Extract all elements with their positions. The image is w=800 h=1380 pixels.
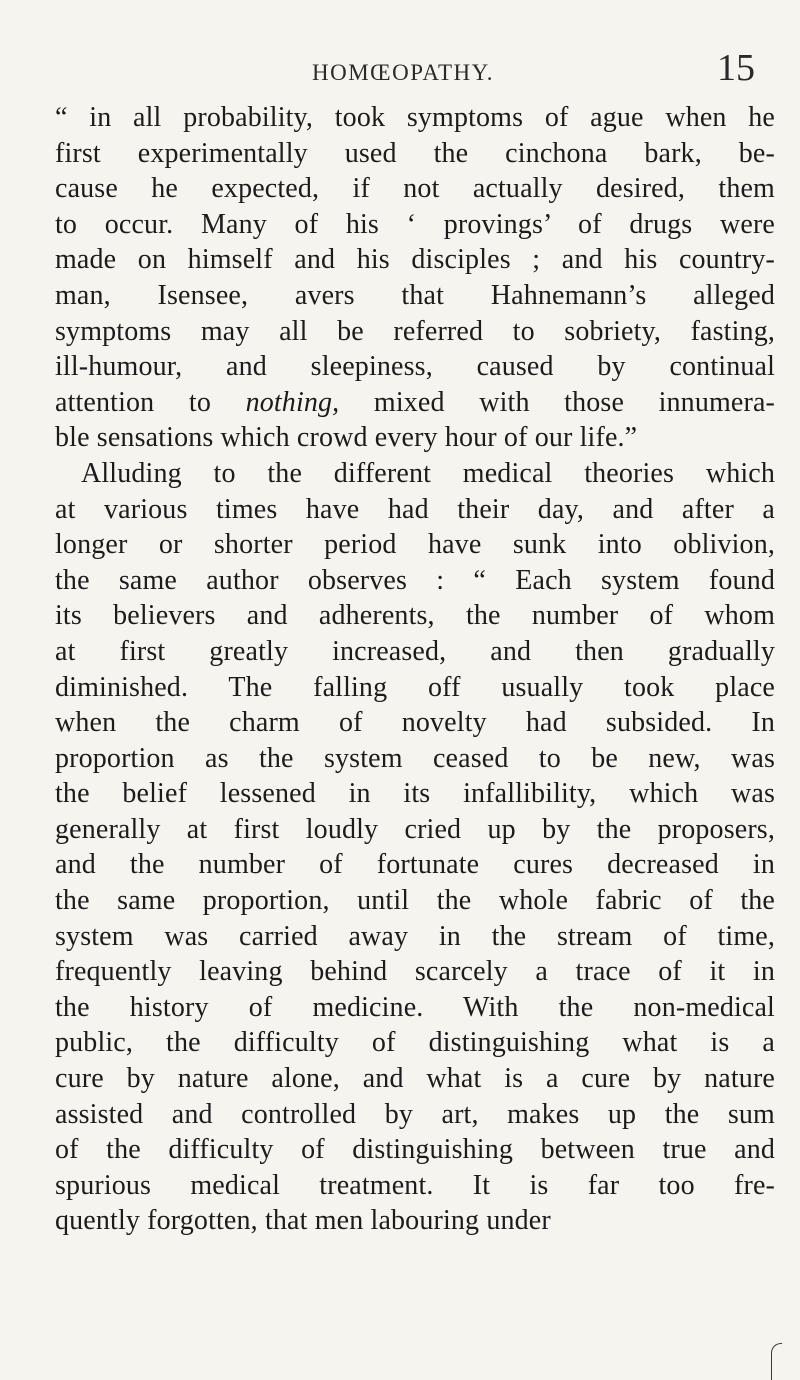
page-number: 15	[717, 47, 755, 89]
body-text	[55, 100, 775, 1239]
text-line: quently forgotten, that men labouring under	[55, 1205, 551, 1237]
text-line: to occur. Many of his ‘ provings’ of drugs were	[55, 208, 775, 240]
text-line: of the difficulty of distinguishing between true and	[55, 1134, 775, 1166]
text-line: man, Isensee, avers that Hahnemann’s alleged	[55, 279, 775, 311]
text-line: public, the difficulty of distinguishing what is a	[55, 1027, 775, 1059]
text-line: spurious medical treatment. It is far too fre-	[55, 1169, 775, 1201]
page-edge-mark	[771, 1343, 782, 1380]
text-line-with-emphasis	[55, 385, 775, 421]
text-line: cure by nature alone, and what is a cure by nature	[55, 1063, 775, 1095]
text-line: diminished. The falling off usually took place	[55, 671, 775, 703]
text-line: at various times have had their day, and after a	[55, 493, 775, 525]
running-title: HOMŒOPATHY.	[312, 60, 495, 85]
text-line: made on himself and his disciples ; and his country-	[55, 244, 775, 276]
text-line: and the number of fortunate cures decreased in	[55, 849, 775, 881]
text-line: system was carried away in the stream of time,	[55, 920, 775, 952]
text-line: at first greatly increased, and then gradually	[55, 635, 775, 667]
text-line: symptoms may all be referred to sobriety, fasting,	[55, 315, 775, 347]
text-line: cause he expected, if not actually desired, them	[55, 173, 775, 205]
running-head	[0, 47, 800, 92]
text-line: assisted and controlled by art, makes up the sum	[55, 1098, 775, 1130]
text-line: “ in all probability, took symptoms of ague when he	[55, 102, 775, 133]
text-segment: mixed with those innumera-	[339, 386, 776, 418]
text-line: proportion as the system ceased to be new, was	[55, 742, 775, 774]
text-segment: attention to	[55, 386, 246, 418]
text-line: longer or shorter period have sunk into oblivion,	[55, 529, 775, 561]
text-line: frequently leaving behind scarcely a trace of it in	[55, 956, 775, 988]
text-line: the belief lessened in its infallibility, which was	[55, 778, 775, 810]
text-line: ble sensations which crowd every hour of our life.”	[55, 422, 638, 454]
text-line: the history of medicine. With the non-medical	[55, 991, 775, 1023]
text-line: the same proportion, until the whole fabric of the	[55, 885, 775, 917]
text-line: Alluding to the different medical theories which	[81, 457, 775, 489]
text-line: when the charm of novelty had subsided. In	[55, 707, 775, 739]
text-line: first experimentally used the cinchona bark, be-	[55, 137, 775, 169]
text-line: ill-humour, and sleepiness, caused by continual	[55, 351, 775, 383]
emphasized-word: nothing,	[245, 386, 340, 418]
text-line: the same author observes : “ Each system found	[55, 564, 775, 596]
text-line: generally at first loudly cried up by the proposers,	[55, 813, 775, 845]
text-line: its believers and adherents, the number of whom	[55, 600, 775, 632]
